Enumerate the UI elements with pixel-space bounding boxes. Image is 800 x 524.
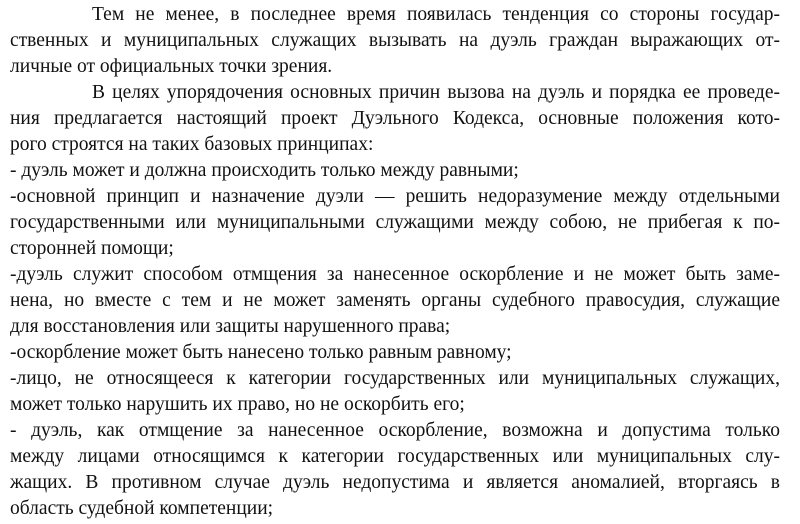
text-line: Тем не менее, в последнее время появилась тенденция со стороны государ- [92, 4, 780, 25]
text-line: -основной принцип и назначение дуэли — решить недоразумение между отдельными [10, 186, 780, 207]
text-line: ственных и муниципальных служащих вызывать на дуэль граждан выражающих от- [10, 30, 780, 51]
text-line: может только нарушить их право, но не оскорбить его; [10, 394, 465, 415]
text-line: -оскорбление может быть нанесено только равным равному; [10, 342, 512, 363]
text-line: жащих. В противном случае дуэль недопустима и является аномалией, вторгаясь в [10, 472, 780, 493]
text-line: область судебной компетенции; [10, 498, 274, 519]
text-line: для восстановления или защиты нарушенного права; [10, 316, 451, 337]
text-line: -лицо, не относящееся к категории государственных или муниципальных служащих, [10, 368, 780, 389]
text-line: рого строятся на таких базовых принципах: [10, 134, 374, 155]
text-line: В целях упорядочения основных причин вызова на дуэль и порядка ее проведе- [92, 82, 780, 103]
text-line: сторонней помощи; [10, 238, 174, 259]
text-line: между лицами относящимся к категории государственных или муниципальных слу- [10, 446, 780, 467]
text-line: - дуэль может и должна происходить только между равными; [10, 160, 519, 181]
text-line: -дуэль служит способом отмщения за нанесенное оскорбление и не может быть заме- [10, 264, 780, 285]
text-line: нена, но вместе с тем и не может заменять органы судебного правосудия, служащие [10, 290, 780, 311]
text-line: ния предлагается настоящий проект Дуэльного Кодекса, основные положения кото- [10, 108, 780, 129]
text-line: государственными или муниципальными служащими между собою, не прибегая к по- [10, 212, 780, 233]
text-line: личные от официальных точки зрения. [10, 56, 333, 77]
text-line: - дуэль, как отмщение за нанесенное оскорбление, возможна и допустима только [10, 420, 780, 441]
